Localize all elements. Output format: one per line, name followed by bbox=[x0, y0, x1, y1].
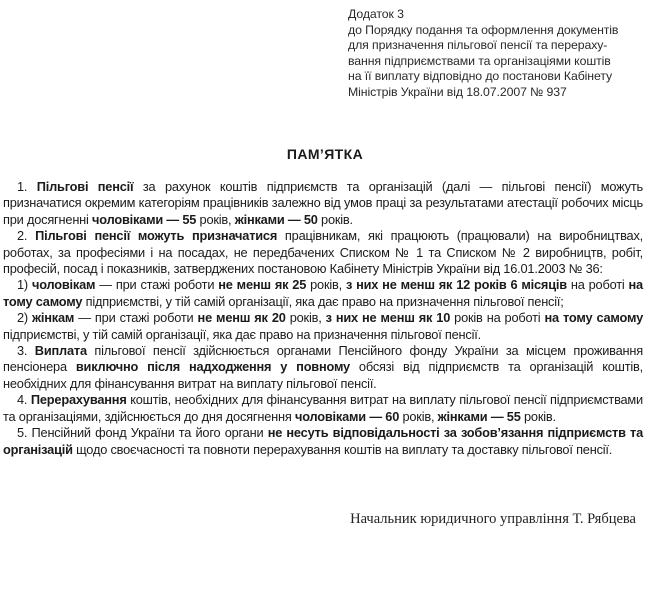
bold-text-run: не менш як 25 bbox=[218, 277, 307, 293]
text-run: 1) bbox=[17, 277, 32, 293]
paragraph-2-assignment-conditions bbox=[3, 228, 643, 277]
bold-text-run: з них не менш як 12 років 6 місяців bbox=[345, 277, 567, 293]
bold-text-run: Виплата bbox=[34, 343, 87, 359]
text-run: 3. bbox=[17, 343, 35, 359]
paragraph-5-liability bbox=[3, 425, 643, 458]
bold-text-run: Пільгові пенсії можуть призначатися bbox=[35, 228, 278, 244]
bold-text-run: жінками — 50 bbox=[234, 211, 318, 227]
text-run: на роботі bbox=[566, 277, 629, 293]
memo-title: ПАМ’ЯТКА bbox=[286, 146, 364, 162]
text-run: років на роботі bbox=[450, 310, 545, 326]
bold-text-run: Перерахування bbox=[30, 392, 127, 408]
bold-text-run: чоловікам bbox=[31, 277, 96, 293]
bold-text-run: не несуть відповідальності за зобов’язання підприємств та організацій bbox=[3, 425, 643, 457]
bold-text-run: жінками — 55 bbox=[437, 408, 521, 424]
paragraph-3-payment bbox=[3, 343, 643, 392]
text-run: років, bbox=[285, 310, 326, 326]
text-run: років. bbox=[317, 211, 353, 227]
text-run: підприємстві, у тій самій організації, яка дає право на призначення пільгової пенсії. bbox=[3, 326, 481, 342]
text-run: коштів, необхідних для фінансування витрат на виплату пільгової пенсії підприємствами та організаціями, здійснюється до дня досягнення bbox=[3, 392, 643, 424]
subitem-2-women bbox=[3, 310, 643, 343]
appendix-note-line: на її виплату відповідно до постанови Кабінету bbox=[348, 69, 613, 84]
bold-text-run: виключно після надходження у повному bbox=[75, 359, 350, 375]
text-run: підприємстві, у тій самій організації, яка дає право на призначення пільгової пенсії; bbox=[82, 293, 564, 309]
text-run: років, bbox=[399, 408, 438, 424]
text-run: 4. bbox=[17, 392, 31, 408]
text-run: працівникам, які працюють (працювали) на виробництвах, роботах, за професіями і на посадах, не передбачених Списком № 1 та Списком № 2 виробництв, робіт, професій, посад і показників, затверджених постановою Кабінету Міністрів України від 16.01.2003 № 36: bbox=[3, 228, 643, 277]
appendix-note-line: вання підприємствами та організаціями коштів bbox=[348, 53, 611, 68]
text-run: за рахунок коштів підприємств та організацій (далі — пільгові пенсії) можуть призначатися окремим категоріям працівників залежно від умов праці за результатами атестації робочих місць при досягненні bbox=[3, 179, 643, 227]
text-run: років, bbox=[306, 277, 346, 293]
text-run: 2. bbox=[17, 228, 36, 244]
bold-text-run: не менш як 20 bbox=[197, 310, 286, 326]
appendix-note bbox=[348, 7, 648, 101]
text-run: років. bbox=[520, 408, 556, 424]
text-run: 5. Пенсійний фонд України та його органи bbox=[17, 425, 268, 441]
paragraph-4-transfer bbox=[3, 392, 643, 425]
paragraph-1-preferential-pensions bbox=[3, 179, 643, 228]
subitem-1-men bbox=[3, 277, 643, 310]
text-run: — при стажі роботи bbox=[74, 310, 198, 326]
memo-body bbox=[3, 179, 643, 458]
bold-text-run: чоловіками — 60 bbox=[294, 408, 400, 424]
text-run: 2) bbox=[17, 310, 33, 326]
text-run: — при стажі роботи bbox=[95, 277, 219, 293]
text-run: пільгової пенсії здійснюється органами Пенсійного фонду України за місцем проживання пенсіонера bbox=[3, 343, 643, 375]
bold-text-run: на тому самому bbox=[3, 277, 643, 309]
appendix-note-line: Додаток 3 bbox=[348, 7, 404, 21]
bold-text-run: чоловіками — 55 bbox=[92, 211, 197, 227]
signature-line: Начальник юридичного управління Т. Рябцева bbox=[350, 511, 636, 527]
bold-text-run: на тому самому bbox=[544, 310, 643, 326]
text-run: щодо своєчасності та повноти перерахування коштів на виплату та доставку пільгової пенсії. bbox=[72, 441, 613, 457]
appendix-note-line: Міністрів України від 18.07.2007 № 937 bbox=[348, 84, 567, 99]
appendix-note-line: для призначення пільгової пенсії та перераху- bbox=[348, 38, 608, 53]
bold-text-run: з них не менш як 10 bbox=[325, 310, 451, 326]
text-run: обсязі від підприємств та організацій коштів, необхідних для фінансування витрат на виплату пільгової пенсії. bbox=[3, 359, 643, 391]
bold-text-run: Пільгові пенсії bbox=[36, 179, 134, 194]
text-run: років, bbox=[196, 211, 235, 227]
appendix-note-line: до Порядку подання та оформлення документів bbox=[348, 22, 619, 37]
bold-text-run: жінкам bbox=[32, 310, 75, 326]
text-run: 1. bbox=[17, 179, 37, 194]
